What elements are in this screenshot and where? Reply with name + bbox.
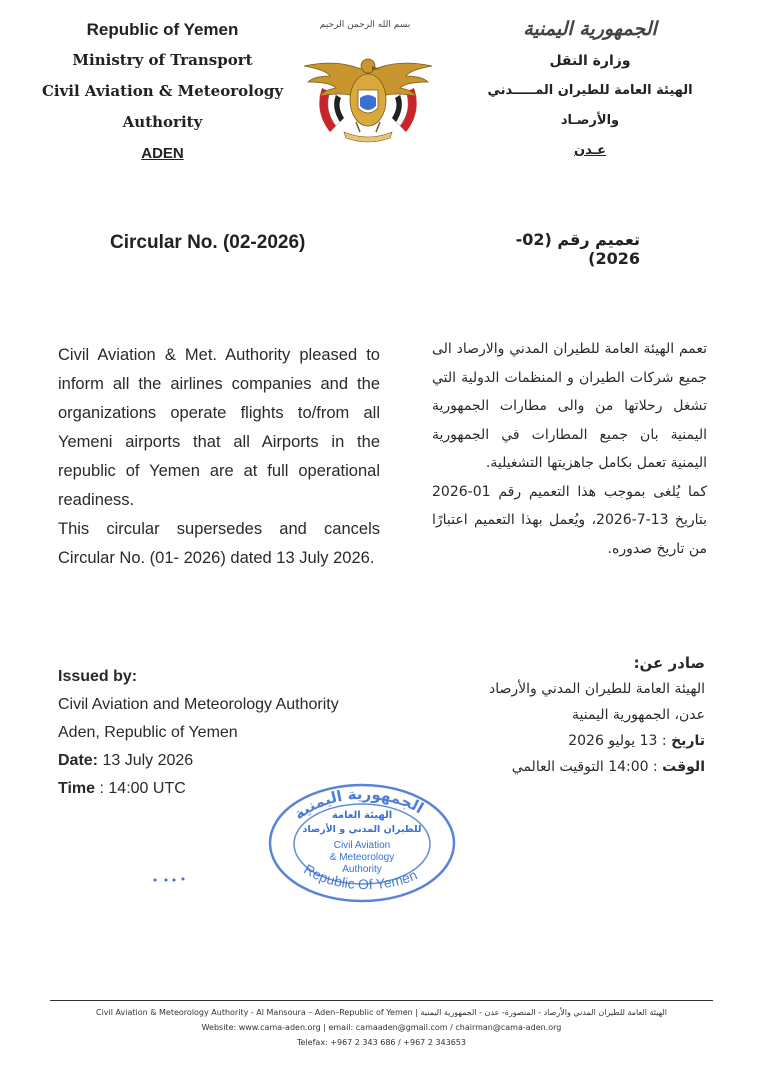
yemen-emblem-icon [300, 52, 436, 144]
body-english [58, 341, 380, 573]
time-ar-label: الوقت [662, 759, 705, 775]
issued-ar-time [440, 754, 705, 780]
header-authority-line1: Civil Aviation & Meteorology [41, 82, 284, 100]
body-arabic [432, 335, 707, 563]
header-english [40, 14, 285, 169]
footer-telefax: Telefax: +967 2 343 686 / +967 2 343653 [297, 1038, 466, 1047]
stamp-en-line1: Civil Aviation [333, 840, 391, 851]
issued-by-arabic [440, 650, 705, 780]
body-ar-paragraph-1: تعمم الهيئة العامة للطيران المدني والارصاد الى جميع شركات الطيران و المنظمات الدولية التي تشغل رحلاتها من والى مطارات الجمهورية اليمنية بان جميع المطارات في الجمهورية اليمنية تعمل بكامل جاهزيتها التشغيلية. [432, 341, 707, 471]
date-value: 13 July 2026 [102, 752, 194, 769]
footer-address: Civil Aviation & Meteorology Authority - Al Mansoura – Aden–Republic of Yemen | الهيئة العامة للطيران المدني والأرصاد - المنصورة- عدن - الجمهورية اليمنية [95, 1008, 667, 1017]
time-ar-value: : 14:00 التوقيت العالمي [511, 759, 658, 775]
footer [50, 1005, 713, 1050]
time-value: : 14:00 UTC [99, 780, 186, 797]
header-ar-authority-line1: الهيئة العامة للطيران المـــــدني [487, 83, 693, 98]
stamp-ar-line2: للطيران المدني و الأرصاد [302, 824, 422, 835]
header-ar-country: الجمهورية اليمنية [523, 18, 657, 40]
date-label: Date: [58, 752, 99, 769]
issued-by-label: Issued by: [58, 668, 138, 685]
date-ar-value: : 13 يوليو 2026 [568, 733, 667, 749]
stamp-ring-ar: الجمهورية اليمنية [290, 784, 427, 824]
issued-ar-date [440, 728, 705, 754]
header-city: ADEN [141, 145, 184, 162]
issued-by-org: Civil Aviation and Meteorology Authority [58, 696, 339, 713]
circular-title-ar: تعميم رقم (02-2026) [515, 230, 640, 268]
issued-by-ar-label: صادر عن: [633, 654, 705, 672]
official-stamp [262, 778, 462, 903]
time-label: Time [58, 780, 96, 797]
footer-divider [50, 1000, 713, 1001]
header-ar-ministry: وزارة النقل [549, 53, 631, 69]
ink-dots [152, 875, 187, 885]
issued-by-ar-place: عدن، الجمهورية اليمنية [572, 707, 705, 723]
body-en-paragraph-2: This circular supersedes and cancels Circular No. (01- 2026) dated 13 July 2026. [58, 520, 380, 567]
footer-contact: Website: www.cama-aden.org | email: camaaden@gmail.com / chairman@cama-aden.org [201, 1023, 562, 1032]
issued-by-place: Aden, Republic of Yemen [58, 724, 238, 741]
circular-title-en: Circular No. (02-2026) [110, 232, 306, 253]
stamp-ring-en: Republic Of Yemen [301, 860, 420, 893]
stamp-ar-line1: الهيئة العامة [331, 810, 393, 821]
header-ministry: Ministry of Transport [72, 51, 253, 69]
issued-by-ar-org: الهيئة العامة للطيران المدني والأرصاد [489, 681, 705, 697]
header-ar-city: عـدن [574, 143, 606, 158]
header-ar-authority-line2: والأرصـاد [560, 113, 620, 128]
body-en-paragraph-1: Civil Aviation & Met. Authority pleased to inform all the airlines companies and the organizations operate flights to/from all Yemeni airports that all Airports in the republic of Yemen are at full operational readiness. [58, 346, 380, 509]
header-arabic [470, 12, 710, 166]
issued-date [58, 747, 388, 775]
stamp-en-line3: Authority [342, 864, 382, 875]
body-ar-paragraph-2: كما يُلغى بموجب هذا التعميم رقم 01-2026 بتاريخ 13-7-2026، ويُعمل بهذا التعميم اعتبارًا من تاريخ صدوره. [432, 483, 707, 557]
header-authority-line2: Authority [122, 113, 203, 131]
date-ar-label: تاريخ [671, 733, 705, 749]
header-country: Republic of Yemen [86, 20, 239, 39]
stamp-en-line2: & Meteorology [329, 852, 395, 863]
basmala: بسم الله الرحمن الرحيم [319, 20, 411, 30]
